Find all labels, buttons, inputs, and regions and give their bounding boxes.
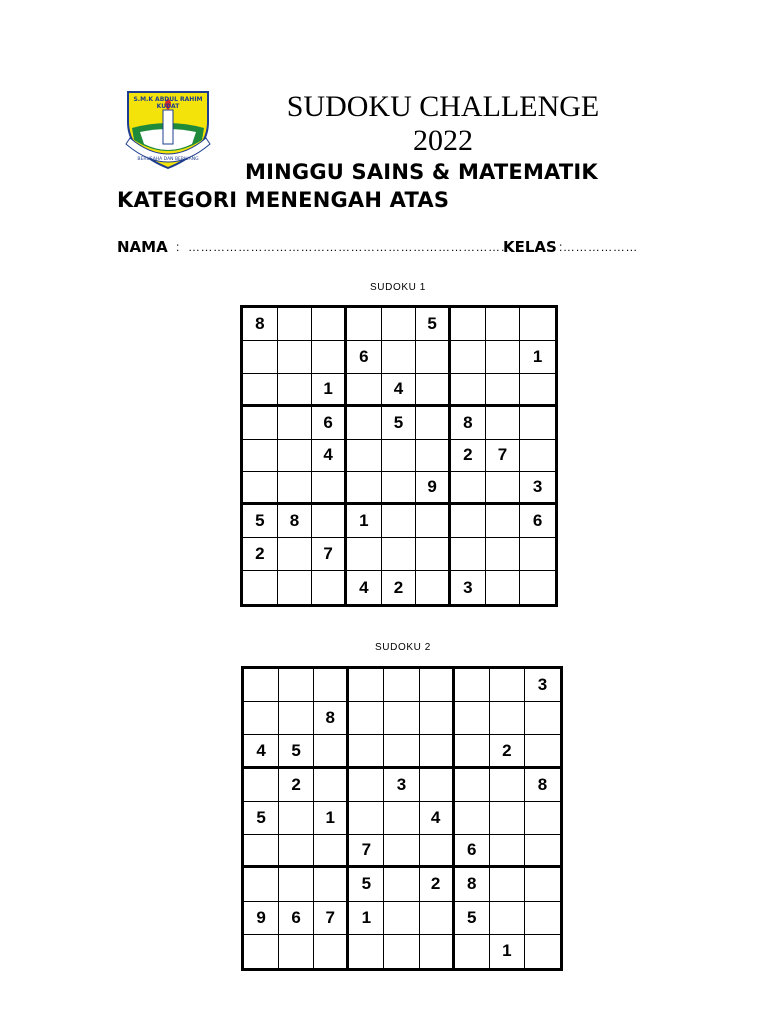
sudoku-2-cell[interactable]: 5 [244, 802, 279, 835]
sudoku-1-cell[interactable]: 9 [416, 472, 451, 505]
sudoku-2-cell[interactable] [279, 835, 314, 868]
sudoku-1-cell[interactable] [451, 341, 486, 374]
sudoku-2-cell[interactable] [490, 835, 525, 868]
sudoku-2-cell[interactable] [455, 769, 490, 802]
sudoku-2-cell[interactable] [455, 735, 490, 768]
sudoku-1-cell[interactable] [278, 472, 313, 505]
sudoku-2-cell[interactable]: 6 [455, 835, 490, 868]
sudoku-1-cell[interactable] [451, 472, 486, 505]
sudoku-1-cell[interactable]: 4 [382, 374, 417, 407]
sudoku-1-cell[interactable] [347, 308, 382, 341]
sudoku-2-cell[interactable] [525, 802, 560, 835]
sudoku-1-cell[interactable] [416, 571, 451, 604]
sudoku-1-cell[interactable]: 5 [382, 407, 417, 440]
sudoku-2-cell[interactable] [244, 669, 279, 702]
sudoku-2-cell[interactable]: 1 [490, 935, 525, 968]
sudoku-2-cell[interactable] [384, 835, 419, 868]
sudoku-1-cell[interactable] [382, 341, 417, 374]
sudoku-1-cell[interactable]: 2 [243, 538, 278, 571]
sudoku-1-cell[interactable]: 4 [347, 571, 382, 604]
sudoku-1-cell[interactable] [347, 472, 382, 505]
sudoku-2-cell[interactable] [525, 735, 560, 768]
sudoku-1-cell[interactable] [451, 538, 486, 571]
sudoku-1-cell[interactable]: 8 [243, 308, 278, 341]
sudoku-1-cell[interactable] [416, 505, 451, 538]
sudoku-2-label: SUDOKU 2 [375, 642, 431, 653]
sudoku-2-cell[interactable]: 4 [420, 802, 455, 835]
sudoku-2-cell[interactable] [455, 702, 490, 735]
sudoku-1-cell[interactable] [520, 571, 555, 604]
sudoku-1-cell[interactable] [451, 374, 486, 407]
sudoku-2-cell[interactable] [490, 769, 525, 802]
sudoku-1-cell[interactable] [243, 571, 278, 604]
sudoku-1-cell[interactable] [520, 538, 555, 571]
sudoku-2-cell[interactable] [279, 935, 314, 968]
sudoku-1-cell[interactable]: 1 [347, 505, 382, 538]
sudoku-2-cell[interactable]: 8 [314, 702, 349, 735]
sudoku-2-cell[interactable] [420, 669, 455, 702]
sudoku-2-cell[interactable]: 6 [279, 902, 314, 935]
sudoku-2-cell[interactable] [314, 835, 349, 868]
sudoku-2-cell[interactable] [420, 935, 455, 968]
nama-input-line[interactable]: …………………………………………………………………… [188, 240, 513, 254]
sudoku-1-cell[interactable]: 6 [520, 505, 555, 538]
sudoku-2-cell[interactable] [384, 935, 419, 968]
sudoku-2-cell[interactable] [349, 702, 384, 735]
sudoku-1-cell[interactable]: 7 [312, 538, 347, 571]
sudoku-2-cell[interactable] [384, 669, 419, 702]
sudoku-1-cell[interactable] [451, 505, 486, 538]
sudoku-1-cell[interactable] [382, 308, 417, 341]
sudoku-1-cell[interactable] [486, 308, 521, 341]
logo-school-town: KUDAT [156, 103, 180, 110]
event-subtitle: MINGGU SAINS & MATEMATIK [245, 160, 598, 184]
sudoku-2-cell[interactable] [384, 735, 419, 768]
sudoku-1-cell[interactable] [416, 341, 451, 374]
sudoku-1-cell[interactable] [312, 505, 347, 538]
sudoku-2-cell[interactable] [314, 735, 349, 768]
sudoku-1-cell[interactable] [382, 538, 417, 571]
sudoku-2-cell[interactable] [420, 835, 455, 868]
sudoku-1-cell[interactable] [278, 571, 313, 604]
sudoku-2-cell[interactable]: 7 [349, 835, 384, 868]
sudoku-2-cell[interactable] [279, 669, 314, 702]
sudoku-2-cell[interactable]: 9 [244, 902, 279, 935]
sudoku-2-cell[interactable] [525, 935, 560, 968]
sudoku-1-label: SUDOKU 1 [370, 282, 426, 293]
page-title-year: 2022 [413, 124, 473, 157]
sudoku-1-cell[interactable]: 5 [243, 505, 278, 538]
sudoku-2-cell[interactable] [349, 769, 384, 802]
sudoku-1-cell[interactable]: 4 [312, 440, 347, 473]
sudoku-2-cell[interactable]: 5 [349, 868, 384, 901]
sudoku-1-cell[interactable] [486, 538, 521, 571]
sudoku-1-cell[interactable] [243, 341, 278, 374]
sudoku-2-cell[interactable]: 3 [525, 669, 560, 702]
sudoku-2-cell[interactable]: 3 [384, 769, 419, 802]
sudoku-1-cell[interactable]: 1 [312, 374, 347, 407]
sudoku-2-cell[interactable]: 1 [349, 902, 384, 935]
sudoku-1-cell[interactable] [416, 440, 451, 473]
sudoku-1-cell[interactable]: 8 [278, 505, 313, 538]
sudoku-2-cell[interactable] [525, 835, 560, 868]
sudoku-1-cell[interactable] [278, 308, 313, 341]
sudoku-2-cell[interactable] [490, 868, 525, 901]
sudoku-1-cell[interactable] [520, 407, 555, 440]
sudoku-2-cell[interactable] [279, 702, 314, 735]
sudoku-1-cell[interactable] [347, 440, 382, 473]
sudoku-1-cell[interactable] [312, 341, 347, 374]
sudoku-2-cell[interactable] [490, 902, 525, 935]
sudoku-1-cell[interactable]: 5 [416, 308, 451, 341]
sudoku-2-cell[interactable] [314, 935, 349, 968]
sudoku-2-cell[interactable] [525, 868, 560, 901]
logo-motto: BERUSAHA DAN BERJUANG [137, 157, 199, 162]
logo-school-name: S.M.K ABDUL RAHIM [133, 96, 203, 103]
sudoku-2-cell[interactable] [349, 735, 384, 768]
sudoku-1-cell[interactable] [347, 538, 382, 571]
sudoku-2-cell[interactable] [420, 902, 455, 935]
sudoku-2-cell[interactable] [490, 669, 525, 702]
kelas-label: KELAS [503, 238, 557, 256]
page-title: SUDOKU CHALLENGE [286, 90, 600, 123]
sudoku-1-cell[interactable]: 8 [451, 407, 486, 440]
sudoku-2-cell[interactable] [384, 802, 419, 835]
sudoku-2-cell[interactable] [420, 769, 455, 802]
sudoku-1-cell[interactable] [416, 538, 451, 571]
sudoku-1-cell[interactable] [382, 472, 417, 505]
sudoku-1-cell[interactable] [243, 440, 278, 473]
sudoku-2-cell[interactable]: 1 [314, 802, 349, 835]
sudoku-1-cell[interactable] [278, 538, 313, 571]
sudoku-1-cell[interactable] [416, 374, 451, 407]
sudoku-2-cell[interactable]: 8 [525, 769, 560, 802]
sudoku-1-cell[interactable] [312, 571, 347, 604]
sudoku-1-cell[interactable] [243, 472, 278, 505]
sudoku-1-cell[interactable] [347, 407, 382, 440]
sudoku-2-cell[interactable]: 2 [279, 769, 314, 802]
sudoku-1-cell[interactable] [486, 374, 521, 407]
sudoku-2-cell[interactable] [455, 669, 490, 702]
sudoku-2-cell[interactable]: 5 [455, 902, 490, 935]
kelas-input-line[interactable]: :……………… [559, 240, 638, 254]
sudoku-1-cell[interactable] [520, 374, 555, 407]
sudoku-1-cell[interactable] [520, 440, 555, 473]
sudoku-1-cell[interactable] [278, 440, 313, 473]
sudoku-2-cell[interactable] [384, 868, 419, 901]
sudoku-1-cell[interactable]: 2 [382, 571, 417, 604]
sudoku-1-grid [240, 305, 558, 607]
sudoku-1-cell[interactable]: 6 [347, 341, 382, 374]
sudoku-2-cell[interactable] [244, 835, 279, 868]
sudoku-1-cell[interactable]: 7 [486, 440, 521, 473]
sudoku-2-cell[interactable] [349, 935, 384, 968]
sudoku-1-cell[interactable] [486, 341, 521, 374]
sudoku-2-cell[interactable]: 5 [279, 735, 314, 768]
sudoku-2-cell[interactable] [384, 902, 419, 935]
sudoku-2-cell[interactable] [244, 702, 279, 735]
sudoku-1-cell[interactable]: 1 [520, 341, 555, 374]
sudoku-1-cell[interactable]: 3 [520, 472, 555, 505]
sudoku-2-cell[interactable] [420, 735, 455, 768]
sudoku-2-cell[interactable] [349, 669, 384, 702]
sudoku-2-cell[interactable]: 2 [490, 735, 525, 768]
sudoku-2-cell[interactable]: 7 [314, 902, 349, 935]
sudoku-1-cell[interactable] [347, 374, 382, 407]
sudoku-2-cell[interactable]: 8 [455, 868, 490, 901]
nama-label: NAMA [117, 238, 168, 256]
sudoku-2-cell[interactable] [455, 935, 490, 968]
sudoku-1-cell[interactable] [416, 407, 451, 440]
sudoku-1-cell[interactable] [312, 472, 347, 505]
sudoku-1-cell[interactable] [312, 308, 347, 341]
sudoku-2-cell[interactable] [314, 769, 349, 802]
sudoku-2-cell[interactable]: 2 [420, 868, 455, 901]
sudoku-1-cell[interactable] [520, 308, 555, 341]
sudoku-1-cell[interactable] [278, 341, 313, 374]
sudoku-2-cell[interactable] [455, 802, 490, 835]
category-subtitle: KATEGORI MENENGAH ATAS [117, 188, 450, 212]
sudoku-2-cell[interactable] [525, 702, 560, 735]
sudoku-1-cell[interactable] [278, 407, 313, 440]
sudoku-1-cell[interactable] [382, 505, 417, 538]
sudoku-2-cell[interactable] [314, 669, 349, 702]
sudoku-2-cell[interactable] [420, 702, 455, 735]
sudoku-2-cell[interactable] [525, 902, 560, 935]
sudoku-1-cell[interactable] [278, 374, 313, 407]
nama-separator: : [176, 240, 180, 254]
sudoku-2-cell[interactable] [279, 868, 314, 901]
sudoku-2-cell[interactable] [349, 802, 384, 835]
sudoku-1-cell[interactable] [243, 374, 278, 407]
sudoku-1-cell[interactable] [451, 308, 486, 341]
sudoku-2-cell[interactable] [384, 702, 419, 735]
sudoku-2-cell[interactable] [279, 802, 314, 835]
sudoku-2-cell[interactable] [490, 802, 525, 835]
sudoku-1-cell[interactable]: 6 [312, 407, 347, 440]
sudoku-1-cell[interactable] [243, 407, 278, 440]
sudoku-2-cell[interactable] [244, 769, 279, 802]
sudoku-1-cell[interactable] [486, 505, 521, 538]
sudoku-1-cell[interactable] [486, 571, 521, 604]
sudoku-2-grid [241, 666, 563, 971]
sudoku-2-cell[interactable] [244, 868, 279, 901]
sudoku-2-cell[interactable] [244, 935, 279, 968]
school-crest-logo [122, 88, 214, 172]
sudoku-1-cell[interactable]: 3 [451, 571, 486, 604]
sudoku-1-cell[interactable] [486, 407, 521, 440]
sudoku-1-cell[interactable]: 2 [451, 440, 486, 473]
sudoku-2-cell[interactable] [490, 702, 525, 735]
sudoku-1-cell[interactable] [382, 440, 417, 473]
sudoku-2-cell[interactable]: 4 [244, 735, 279, 768]
sudoku-1-cell[interactable] [486, 472, 521, 505]
sudoku-2-cell[interactable] [314, 868, 349, 901]
